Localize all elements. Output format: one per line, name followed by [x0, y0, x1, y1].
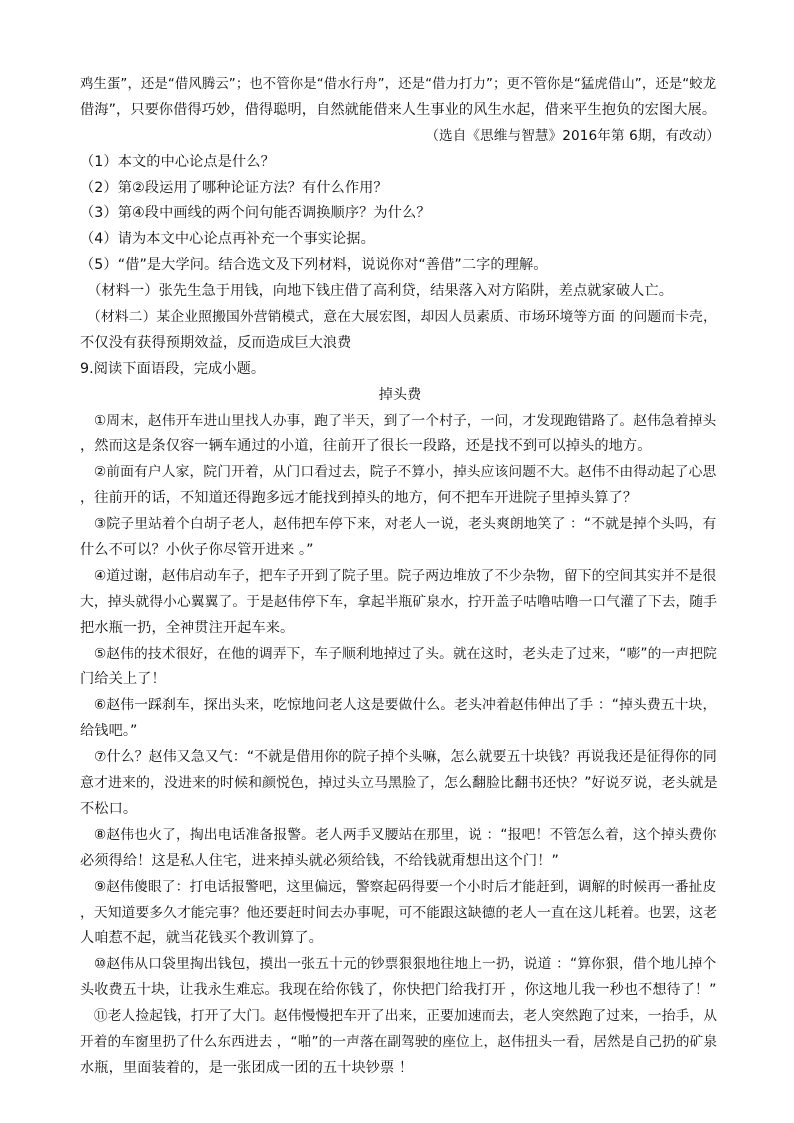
- text-line: ⑨赵伟傻眼了：打电话报警吧，这里偏远，警察起码得要一个小时后才能赶到，调解的时候再一番扯皮: [80, 878, 717, 895]
- text-line: ⑥赵伟一踩刹车，探出头来，吃惊地问老人这是要做什么。老头冲着赵伟伸出了手 ：“掉头费五十块，: [80, 697, 717, 714]
- text-line: 开着的车窗里扔了什么东西进去 ，“啪”的一声落在副驾驶的座位上，赵伟扭头一看，居然是自己扔的矿泉: [80, 1033, 718, 1050]
- text-line: ，往前开的话，不知道还得跑多远才能找到掉头的地方，何不把车开进院子里掉头算了？: [80, 490, 638, 507]
- text-line: （3）第④段中画线的两个问句能否调换顺序？为什么？: [80, 205, 431, 222]
- text-line: ③院子里站着个白胡子老人，赵伟把车停下来，对老人一说，老头爽朗地笑了 ：“不就是掉个头吗，有: [80, 516, 717, 533]
- text-line: （5）“借”是大学问。结合选文及下列材料，说说你对“善借”二字的理解。: [80, 257, 548, 274]
- text-line: 头收费五十块，让我永生难忘。我现在给你钱了，你快把门给我打开 ，你这地儿我一秒也不想待了！”: [80, 982, 717, 999]
- source-citation: （选自《思维与智慧》2016年第 6期，有改动）: [425, 127, 720, 144]
- text-line: ②前面有户人家，院门开着，从门口看过去，院子不算小，掉头应该问题不大。赵伟不由得动起了心思: [80, 464, 717, 481]
- text-line: 不松口。: [80, 800, 138, 817]
- text-line: （材料一）张先生急于用钱，向地下钱庄借了高利贷，结果落入对方陷阱，差点就家破人亡。: [80, 283, 673, 300]
- text-line: 意才进来的，没进来的时候和颜悦色，掉过头立马黑脸了，怎么翻脸比翻书还快？”好说歹说，老头就是: [80, 775, 718, 792]
- text-line: ①周末，赵伟开车进山里找人办事，跑了半天，到了一个村子，一问，才发现跑错路了。赵伟急着掉头: [80, 412, 717, 429]
- text-line: 9.阅读下面语段，完成小题。: [80, 360, 266, 377]
- text-line: 必须得给！这是私人住宅，进来掉头就必须给钱，不给钱就甭想出这个门！”: [80, 852, 559, 869]
- text-line: 什么不可以？小伙子你尽管开进来 。”: [80, 542, 314, 559]
- text-line: 鸡生蛋”，还是“借风腾云”；也不管你是“借水行舟”，还是“借力打力”；更不管你是“猛虎借山”，还是“蛟龙: [80, 77, 717, 92]
- text-line: ，然而这是条仅容一辆车通过的小道，往前开了很长一段路，还是找不到可以掉头的地方。: [80, 438, 652, 455]
- passage-title: 掉头费: [378, 386, 422, 403]
- text-line: 大，掉头就得小心翼翼了。于是赵伟停下车，拿起半瓶矿泉水，拧开盖子咕噜咕噜一口气灌了下去，随手: [80, 593, 718, 610]
- text-line: ⑤赵伟的技术很好，在他的调弄下，车子顺利地掉过了头。就在这时，老头走了过来，“嘭”的一声把院: [80, 645, 717, 662]
- text-line: ⑪老人捡起钱，打开了大门。赵伟慢慢把车开了出来，正要加速而去，老人突然跑了过来，一抬手，从: [80, 1008, 718, 1025]
- text-line: 人咱惹不起，就当花钱买个教训算了。: [80, 930, 323, 947]
- text-line: ④道过谢，赵伟启动车子，把车子开到了院子里。院子两边堆放了不少杂物，留下的空间其实并不是很: [80, 567, 717, 584]
- text-line: （2）第②段运用了哪种论证方法？有什么作用？: [80, 179, 388, 196]
- text-line: 门给关上了！: [80, 671, 166, 688]
- text-line: （4）请为本文中心论点再补充一个事实论据。: [80, 231, 375, 248]
- text-line: ⑧赵伟也火了，掏出电话准备报警。老人两手叉腰站在那里，说 ：“报吧！不管怎么着，这个掉头费你: [80, 826, 717, 843]
- text-line: 不仅没有获得预期效益，反而造成巨大浪费: [80, 334, 352, 351]
- text-line: 把水瓶一扔，全神贯注开起车来。: [80, 619, 295, 636]
- document-page: [80, 72, 720, 1082]
- text-line: ⑩赵伟从口袋里掏出钱包，摸出一张五十元的钞票狠狠地往地上一扔，说道 ：“算你狠，借个地儿掉个: [80, 956, 717, 973]
- text-line: （1）本文的中心论点是什么？: [80, 153, 275, 170]
- text-line: ⑦什么？赵伟又急又气：“不就是借用你的院子掉个头嘛，怎么就要五十块钱？再说我还是征得你的同: [80, 749, 717, 766]
- text-line: （材料二）某企业照搬国外营销模式，意在大展宏图，却因人员素质、市场环境等方面 的问题而卡壳，: [80, 309, 717, 326]
- text-line: 给钱吧。”: [80, 723, 138, 740]
- text-line: ，天知道要多久才能完事？他还要赶时间去办事呢，可不能跟这缺德的老人一直在这儿耗着。也罢，这老: [80, 904, 718, 921]
- text-line: 水瓶，里面装着的，是一张团成一团的五十块钞票 ！: [80, 1059, 414, 1076]
- text-line: 借海”，只要你借得巧妙，借得聪明，自然就能借来人生事业的风生水起，借来平生抱负的宏图大展。: [80, 101, 717, 118]
